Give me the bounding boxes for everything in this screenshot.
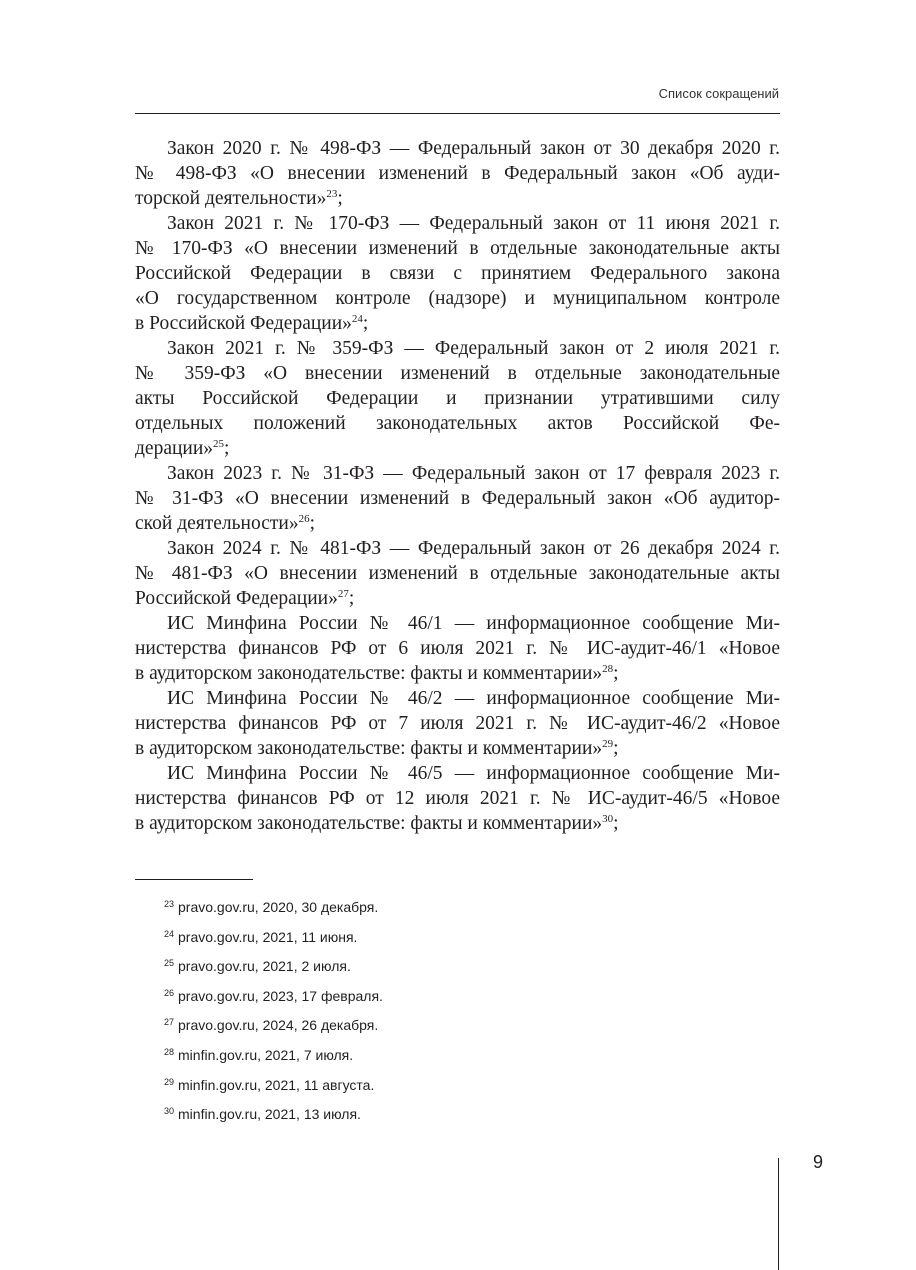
header-rule (135, 113, 780, 114)
line-text: нистерства финансов РФ от 6 июля 2021 г. № ИС-аудит-46/1 «Новое (135, 638, 780, 659)
line-text: ской деятельности» (135, 513, 299, 534)
line-text: в аудиторском законодательстве: факты и комментарии» (135, 663, 603, 684)
text-line (135, 336, 780, 361)
footnote-text: minfin.gov.ru, 2021, 11 августа. (178, 1076, 375, 1093)
text-line (135, 461, 780, 486)
line-text: № 170-ФЗ «О внесении изменений в отдельные законодательные акты (135, 238, 780, 259)
line-text: в аудиторском законодательстве: факты и комментарии» (135, 813, 603, 834)
line-text: в аудиторском законодательстве: факты и комментарии» (135, 738, 603, 759)
footnote-ref[interactable]: 23 (326, 188, 338, 200)
text-line (135, 736, 780, 761)
footnote (164, 982, 383, 1012)
text-line (135, 236, 780, 261)
line-text: № 31-ФЗ «О внесении изменений в Федеральный закон «Об аудитор- (135, 488, 780, 509)
line-text: в Российской Федерации» (135, 313, 352, 334)
text-line (135, 436, 780, 461)
text-line (135, 311, 780, 336)
footnote-number: 30 (164, 1106, 175, 1117)
footnote-text: pravo.gov.ru, 2020, 30 декабря. (178, 899, 379, 915)
line-text: акты Российской Федерации и признании утратившими силу (135, 388, 780, 409)
footnote-text: pravo.gov.ru, 2021, 2 июля. (178, 958, 351, 975)
footnote-ref[interactable]: 24 (351, 313, 363, 325)
footnote-ref[interactable]: 25 (213, 438, 225, 450)
text-line (135, 686, 780, 711)
abbreviation-entry (135, 686, 780, 761)
text-line (135, 586, 780, 611)
footnote-text: pravo.gov.ru, 2024, 26 декабря. (178, 1017, 379, 1034)
page-number-rule (778, 1158, 779, 1270)
footnote-number: 29 (164, 1076, 175, 1087)
line-text: Закон 2021 г. № 170-ФЗ — Федеральный закон от 11 июня 2021 г. (167, 213, 780, 234)
abbreviation-entry (135, 536, 780, 611)
entry-terminator: ; (348, 588, 355, 609)
line-text: ИС Минфина России № 46/1 — информационное сообщение Ми- (167, 613, 780, 634)
footnote (164, 1100, 383, 1130)
text-line (135, 386, 780, 411)
entry-terminator: ; (337, 188, 343, 209)
footnote-separator (135, 879, 253, 880)
text-line (135, 761, 780, 786)
line-text: Закон 2023 г. № 31-ФЗ — Федеральный закон от 17 февраля 2023 г. (167, 463, 780, 484)
footnote-number: 28 (164, 1046, 175, 1057)
line-text: № 359-ФЗ «О внесении изменений в отдельные законодательные (135, 363, 780, 384)
footnote (164, 952, 383, 982)
footnote (164, 1071, 383, 1101)
footnote-text: minfin.gov.ru, 2021, 13 июля. (178, 1106, 361, 1123)
text-line (135, 661, 780, 686)
line-text: дерации» (135, 438, 214, 459)
line-text: ИС Минфина России № 46/2 — информационное сообщение Ми- (167, 688, 780, 709)
footnote-ref[interactable]: 29 (602, 738, 614, 750)
footnote (164, 1011, 383, 1041)
text-line (135, 811, 780, 836)
text-line (135, 536, 780, 561)
footnote-number: 27 (164, 1017, 175, 1028)
line-text: Закон 2021 г. № 359-ФЗ — Федеральный закон от 2 июля 2021 г. (167, 338, 780, 359)
abbreviation-entry (135, 761, 780, 836)
footnote-number: 24 (164, 928, 175, 939)
footnote-ref[interactable]: 28 (602, 663, 614, 675)
footnote (164, 923, 383, 953)
line-text: торской деятельности» (135, 188, 327, 209)
text-line (135, 286, 780, 311)
entry-terminator: ; (362, 313, 369, 334)
abbreviation-entry (135, 461, 780, 536)
footnote-number: 23 (164, 899, 175, 909)
line-text: Российской Федерации в связи с принятием Федерального закона (135, 263, 780, 284)
entry-terminator: ; (613, 738, 619, 759)
line-text: Закон 2024 г. № 481-ФЗ — Федеральный закон от 26 декабря 2024 г. (167, 538, 780, 559)
footnote-number: 25 (164, 958, 175, 969)
entry-terminator: ; (224, 438, 230, 459)
abbreviations-body (135, 136, 780, 836)
text-line (135, 561, 780, 586)
line-text: «О государственном контроле (надзоре) и муниципальном контроле (135, 288, 780, 309)
entry-terminator: ; (613, 813, 619, 834)
entry-terminator: ; (309, 513, 316, 534)
text-line (135, 186, 780, 211)
running-head-title: Список сокращений (658, 86, 779, 101)
footnote (164, 1041, 383, 1071)
text-line (135, 211, 780, 236)
text-line (135, 511, 780, 536)
abbreviation-entry (135, 211, 780, 336)
line-text: нистерства финансов РФ от 7 июля 2021 г. № ИС-аудит-46/2 «Новое (135, 713, 780, 734)
text-line (135, 786, 780, 811)
footnote-ref[interactable]: 30 (602, 813, 614, 825)
abbreviation-entry (135, 611, 780, 686)
footnote-text: pravo.gov.ru, 2023, 17 февраля. (178, 987, 383, 1004)
text-line (135, 411, 780, 436)
text-line (135, 161, 780, 186)
footnote-text: minfin.gov.ru, 2021, 7 июля. (178, 1046, 354, 1063)
text-line (135, 261, 780, 286)
line-text: Закон 2020 г. № 498-ФЗ — Федеральный закон от 30 декабря 2020 г. (167, 138, 780, 159)
entry-terminator: ; (613, 663, 619, 684)
footnote-ref[interactable]: 26 (298, 513, 310, 525)
footnote (164, 893, 383, 923)
abbreviation-entry (135, 136, 780, 211)
text-line (135, 611, 780, 636)
abbreviation-entry (135, 336, 780, 461)
text-line (135, 361, 780, 386)
text-line (135, 636, 780, 661)
line-text: № 481-ФЗ «О внесении изменений в отдельные законодательные акты (135, 563, 780, 584)
text-line (135, 486, 780, 511)
footnote-ref[interactable]: 27 (337, 588, 349, 600)
footnote-number: 26 (164, 987, 175, 998)
line-text: нистерства финансов РФ от 12 июля 2021 г. № ИС-аудит-46/5 «Новое (135, 788, 780, 809)
footnotes (164, 893, 383, 1130)
line-text: ИС Минфина России № 46/5 — информационное сообщение Ми- (167, 763, 780, 784)
line-text: Российской Федерации» (135, 588, 338, 609)
footnote-text: pravo.gov.ru, 2021, 11 июня. (178, 928, 358, 945)
page-number: 9 (813, 1152, 824, 1172)
line-text: отдельных положений законодательных актов Российской Фе- (135, 413, 780, 434)
text-line (135, 711, 780, 736)
line-text: № 498-ФЗ «О внесении изменений в Федеральный закон «Об ауди- (135, 163, 780, 184)
text-line (135, 136, 780, 161)
